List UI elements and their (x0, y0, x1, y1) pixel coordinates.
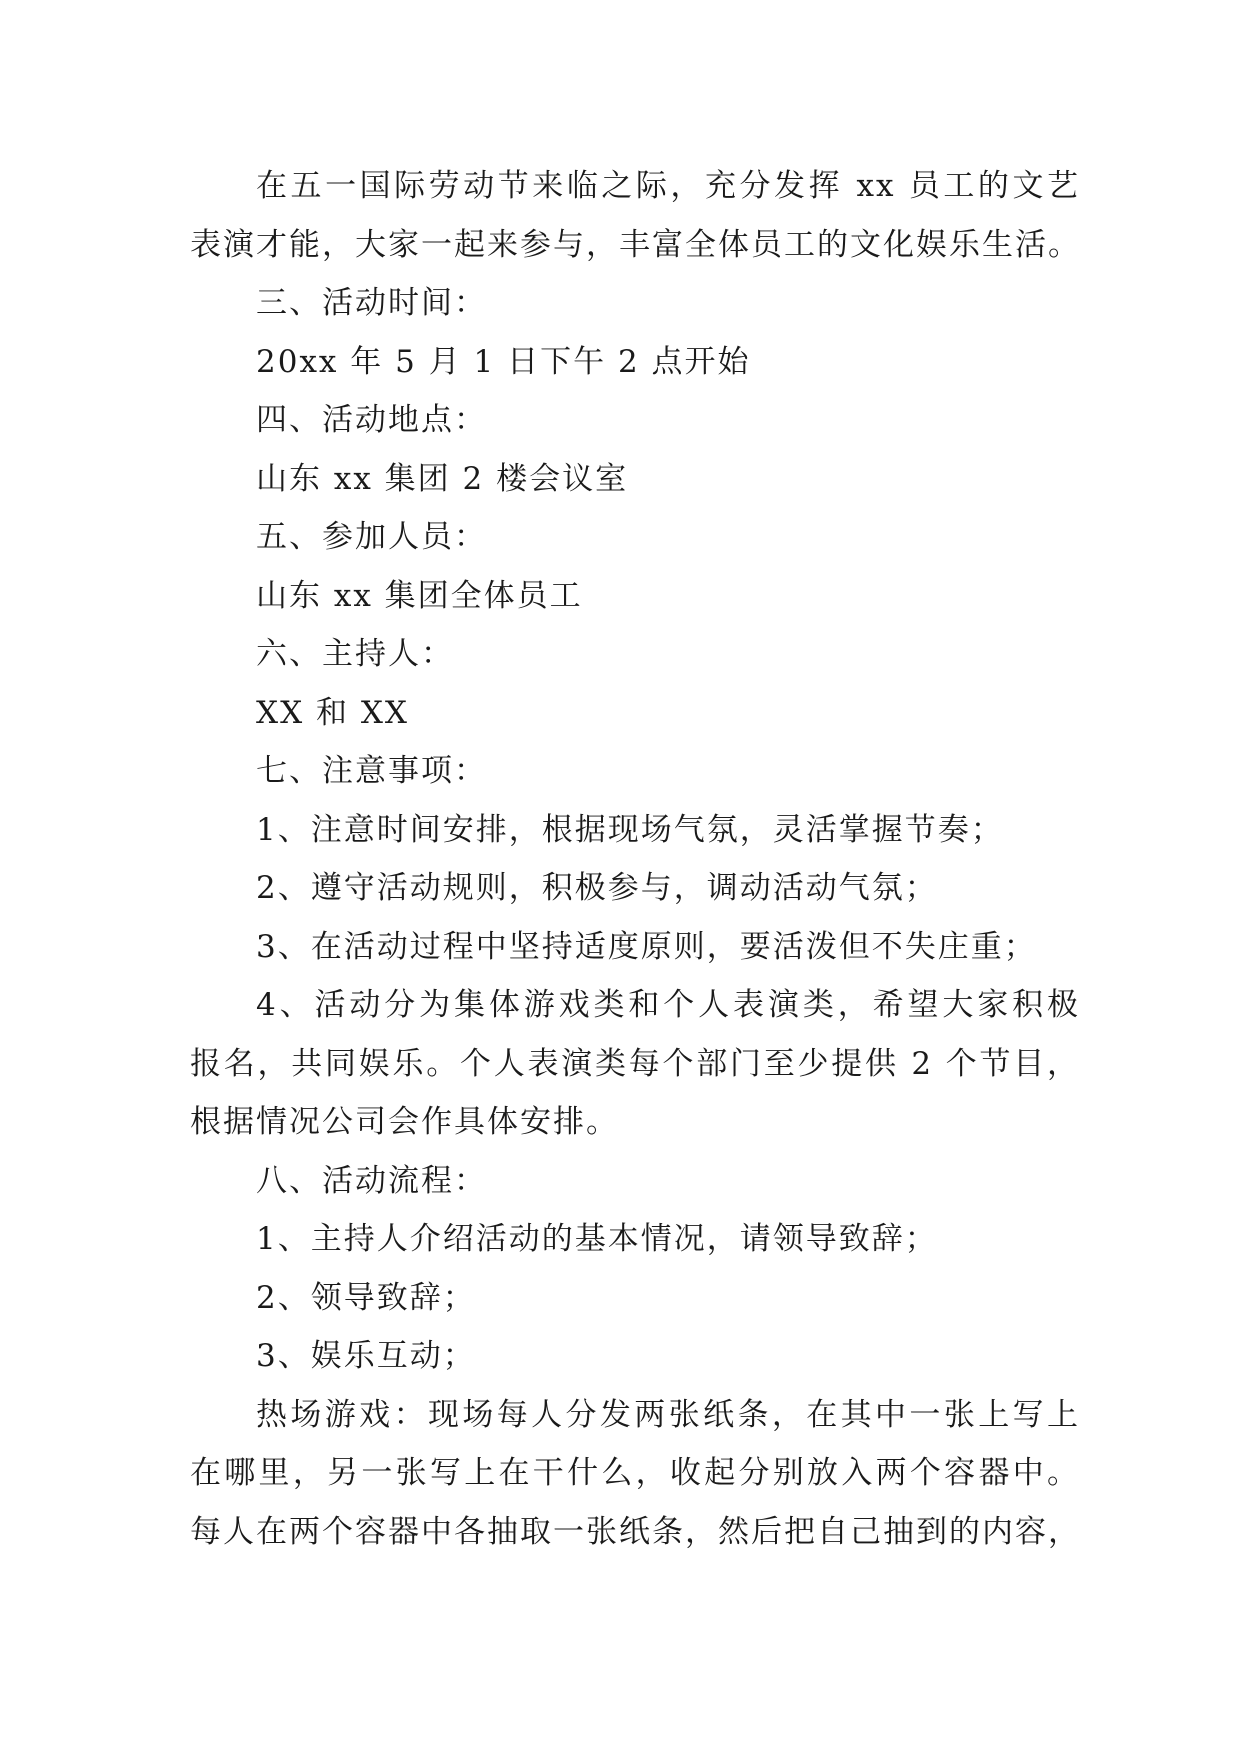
section-heading-host: 六、主持人： (256, 636, 454, 672)
warmup-game-line-1: 热场游戏：现场每人分发两张纸条，在其中一张上写上 (256, 1396, 1080, 1433)
activity-time-text: 20xx 年 5 月 1 日下午 2 点开始 (256, 343, 751, 380)
process-item-3: 3、娱乐互动； (256, 1338, 476, 1374)
paragraph-intro-line-1: 在五一国际劳动节来临之际，充分发挥 xx 员工的文艺 (256, 168, 1080, 204)
document-body (190, 157, 1080, 1561)
section-heading-process: 八、活动流程： (256, 1162, 487, 1199)
activity-location-text: 山东 xx 集团 2 楼会议室 (256, 460, 629, 497)
host-text: XX 和 XX (256, 694, 409, 731)
section-heading-notes: 七、注意事项： (256, 753, 487, 789)
process-item-2: 2、领导致辞； (256, 1279, 476, 1316)
participants-text: 山东 xx 集团全体员工 (256, 577, 583, 614)
notes-item-4-line-1: 4、活动分为集体游戏类和个人表演类，希望大家积极 (256, 987, 1080, 1023)
section-heading-activity-location: 四、活动地点： (256, 402, 487, 438)
paragraph-intro-line-2: 表演才能，大家一起来参与，丰富全体员工的文化娱乐生活。 (190, 226, 1081, 263)
notes-item-2: 2、遵守活动规则，积极参与，调动活动气氛； (256, 870, 938, 906)
warmup-game-line-3: 每人在两个容器中各抽取一张纸条，然后把自己抽到的内容， (190, 1513, 1081, 1550)
notes-item-1: 1、注意时间安排，根据现场气氛，灵活掌握节奏； (256, 811, 1004, 848)
process-item-1: 1、主持人介绍活动的基本情况，请领导致辞； (256, 1221, 938, 1257)
notes-item-4-line-2: 报名，共同娱乐。个人表演类每个部门至少提供 2 个节目， (190, 1045, 1080, 1082)
section-heading-activity-time: 三、活动时间： (256, 285, 487, 321)
notes-item-3: 3、在活动过程中坚持适度原则，要活泼但不失庄重； (256, 928, 1037, 965)
section-heading-participants: 五、参加人员： (256, 519, 487, 555)
warmup-game-line-2: 在哪里，另一张写上在干什么，收起分别放入两个容器中。 (190, 1455, 1080, 1491)
notes-item-4-line-3: 根据情况公司会作具体安排。 (190, 1104, 619, 1140)
